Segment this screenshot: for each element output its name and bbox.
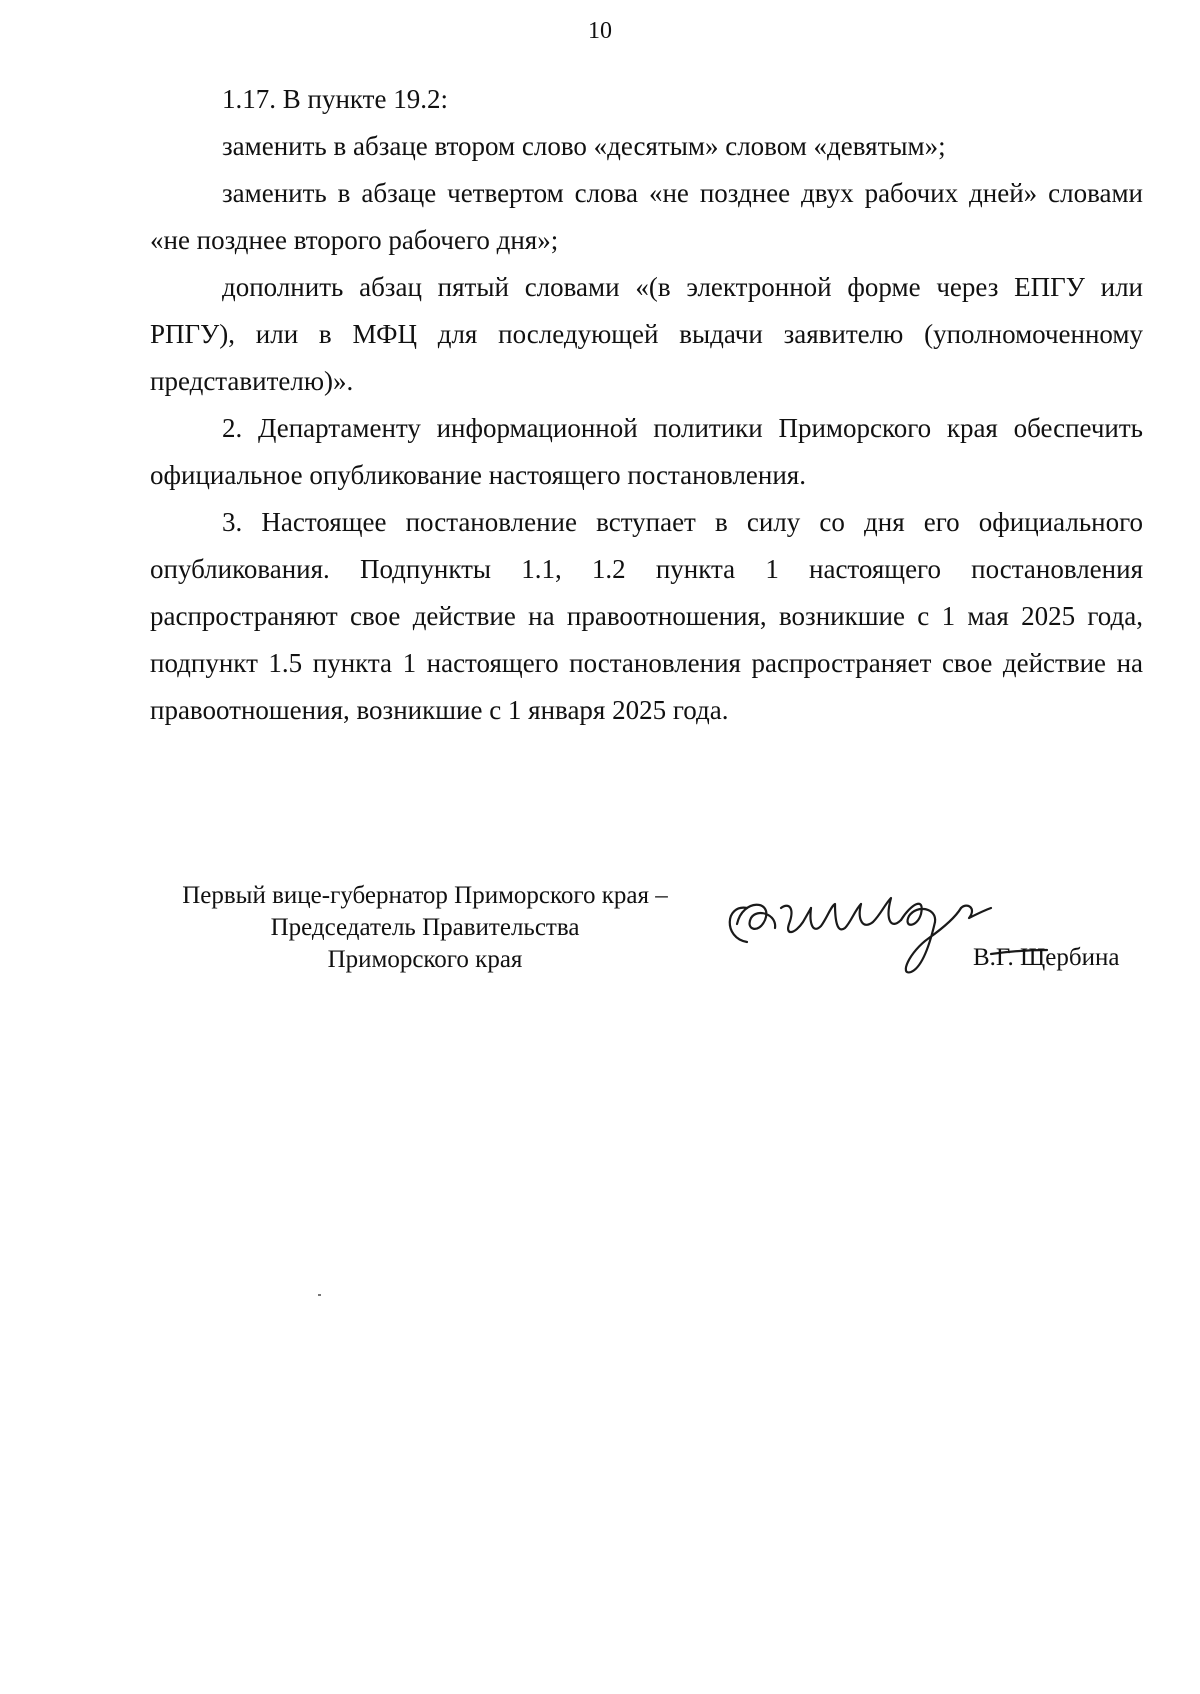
paragraph-1-17: 1.17. В пункте 19.2: [222, 84, 448, 114]
paragraph-amend-fourth: заменить в абзаце четвертом слова «не позднее двух рабочих дней» словами «не позднее второго рабочего дня»; [150, 178, 1143, 255]
document-body [150, 76, 1143, 734]
paragraph-amend-fifth: дополнить абзац пятый словами «(в электронной форме через ЕПГУ или РПГУ), или в МФЦ для последующей выдачи заявителю (уполномоченному представителю)». [150, 272, 1143, 396]
paragraph-item-2: 2. Департаменту информационной политики Приморского края обеспечить официальное опубликование настоящего постановления. [150, 413, 1143, 490]
signatory-title-line-2: Председатель Правительства [270, 914, 580, 941]
signatory-name: В.Г. Щербина [973, 944, 1120, 971]
signature-block [145, 880, 1145, 1000]
paragraph-item-3: 3. Настоящее постановление вступает в силу со дня его официального опубликования. Подпункты 1.1, 1.2 пункта 1 настоящего постановления распространяют свое действие на правоотношения, возникшие с 1 мая 2025 года, подпункт 1.5 пункта 1 настоящего постановления распространяет свое действие на правоотношения, возникшие с 1 января 2025 года. [150, 507, 1143, 725]
signatory-title-line-3: Приморского края [327, 946, 523, 973]
paragraph-amend-second: заменить в абзаце втором слово «десятым» словом «девятым»; [222, 131, 946, 161]
page-number: 10 [588, 18, 612, 44]
signatory-title [145, 880, 705, 976]
signatory-title-line-1: Первый вице-губернатор Приморского края – [182, 882, 668, 909]
scan-speck [318, 1294, 321, 1296]
